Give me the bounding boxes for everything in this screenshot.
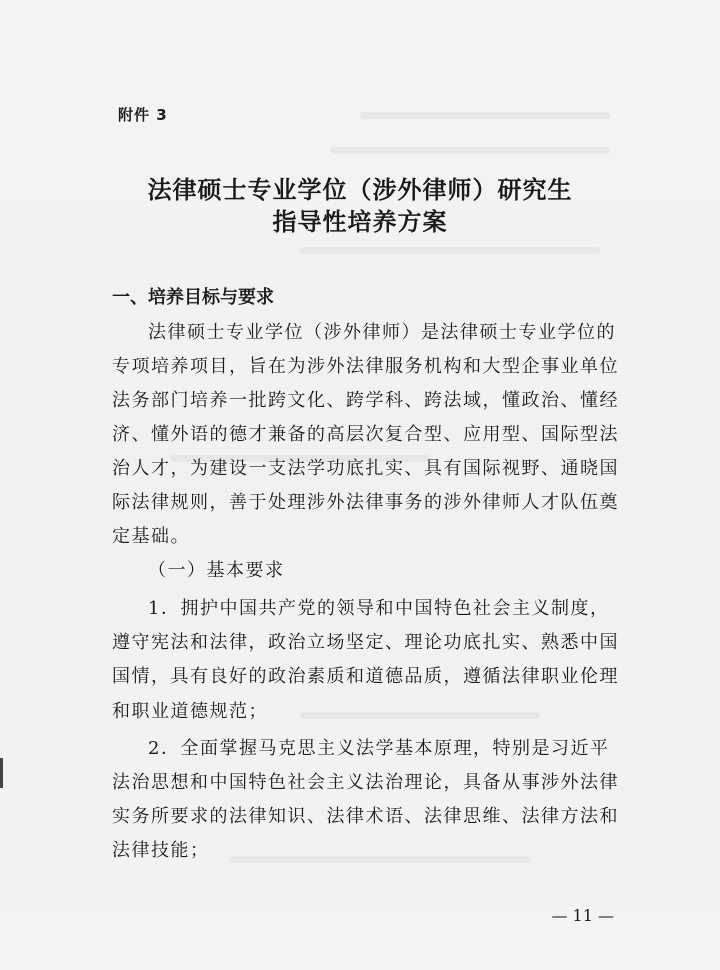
paragraph-line: 实务所要求的法律知识、法律术语、法律思维、法律方法和: [112, 806, 619, 827]
paragraph-line: 1．拥护中国共产党的领导和中国特色社会主义制度，: [148, 598, 610, 619]
bleed-through-mark: [360, 112, 610, 119]
bleed-through-mark: [300, 712, 540, 719]
paragraph-line: 和职业道德规范；: [112, 701, 268, 722]
document-title-line-2: 指导性培养方案: [272, 208, 448, 236]
bleed-through-mark: [230, 856, 530, 863]
paragraph-line: 法律硕士专业学位（涉外律师）是法律硕士专业学位的: [148, 322, 616, 343]
paragraph-line: 法律技能；: [112, 840, 210, 861]
section-heading: 一、培养目标与要求: [112, 287, 274, 308]
document-title-line-1: 法律硕士专业学位（涉外律师）研究生: [147, 176, 573, 204]
paragraph-line: 济、懂外语的德才兼备的高层次复合型、应用型、国际型法: [112, 424, 619, 445]
annex-label: 附件 3: [118, 106, 168, 124]
subsection-heading: （一）基本要求: [148, 560, 285, 581]
paragraph-line: 2．全面掌握马克思主义法学基本原理，特别是习近平: [148, 738, 610, 759]
paragraph-line: 法治思想和中国特色社会主义法治理论，具备从事涉外法律: [112, 772, 619, 793]
bleed-through-mark: [300, 247, 600, 254]
paragraph-line: 专项培养项目，旨在为涉外法律服务机构和大型企事业单位: [112, 356, 619, 377]
paragraph-line: 法务部门培养一批跨文化、跨学科、跨法域，懂政治、懂经: [112, 390, 619, 411]
scan-edge-mark: [0, 758, 3, 788]
paragraph-line: 治人才，为建设一支法学功底扎实、具有国际视野、通晓国: [112, 458, 619, 479]
paragraph-line: 国情，具有良好的政治素质和道德品质，遵循法律职业伦理: [112, 666, 619, 687]
page-number: — 11 —: [551, 906, 614, 925]
paragraph-line: 际法律规则，善于处理涉外法律事务的涉外律师人才队伍奠: [112, 492, 619, 513]
paragraph-line: 定基础。: [112, 526, 190, 547]
paragraph-line: 遵守宪法和法律，政治立场坚定、理论功底扎实、熟悉中国: [112, 632, 619, 653]
bleed-through-mark: [330, 147, 610, 154]
